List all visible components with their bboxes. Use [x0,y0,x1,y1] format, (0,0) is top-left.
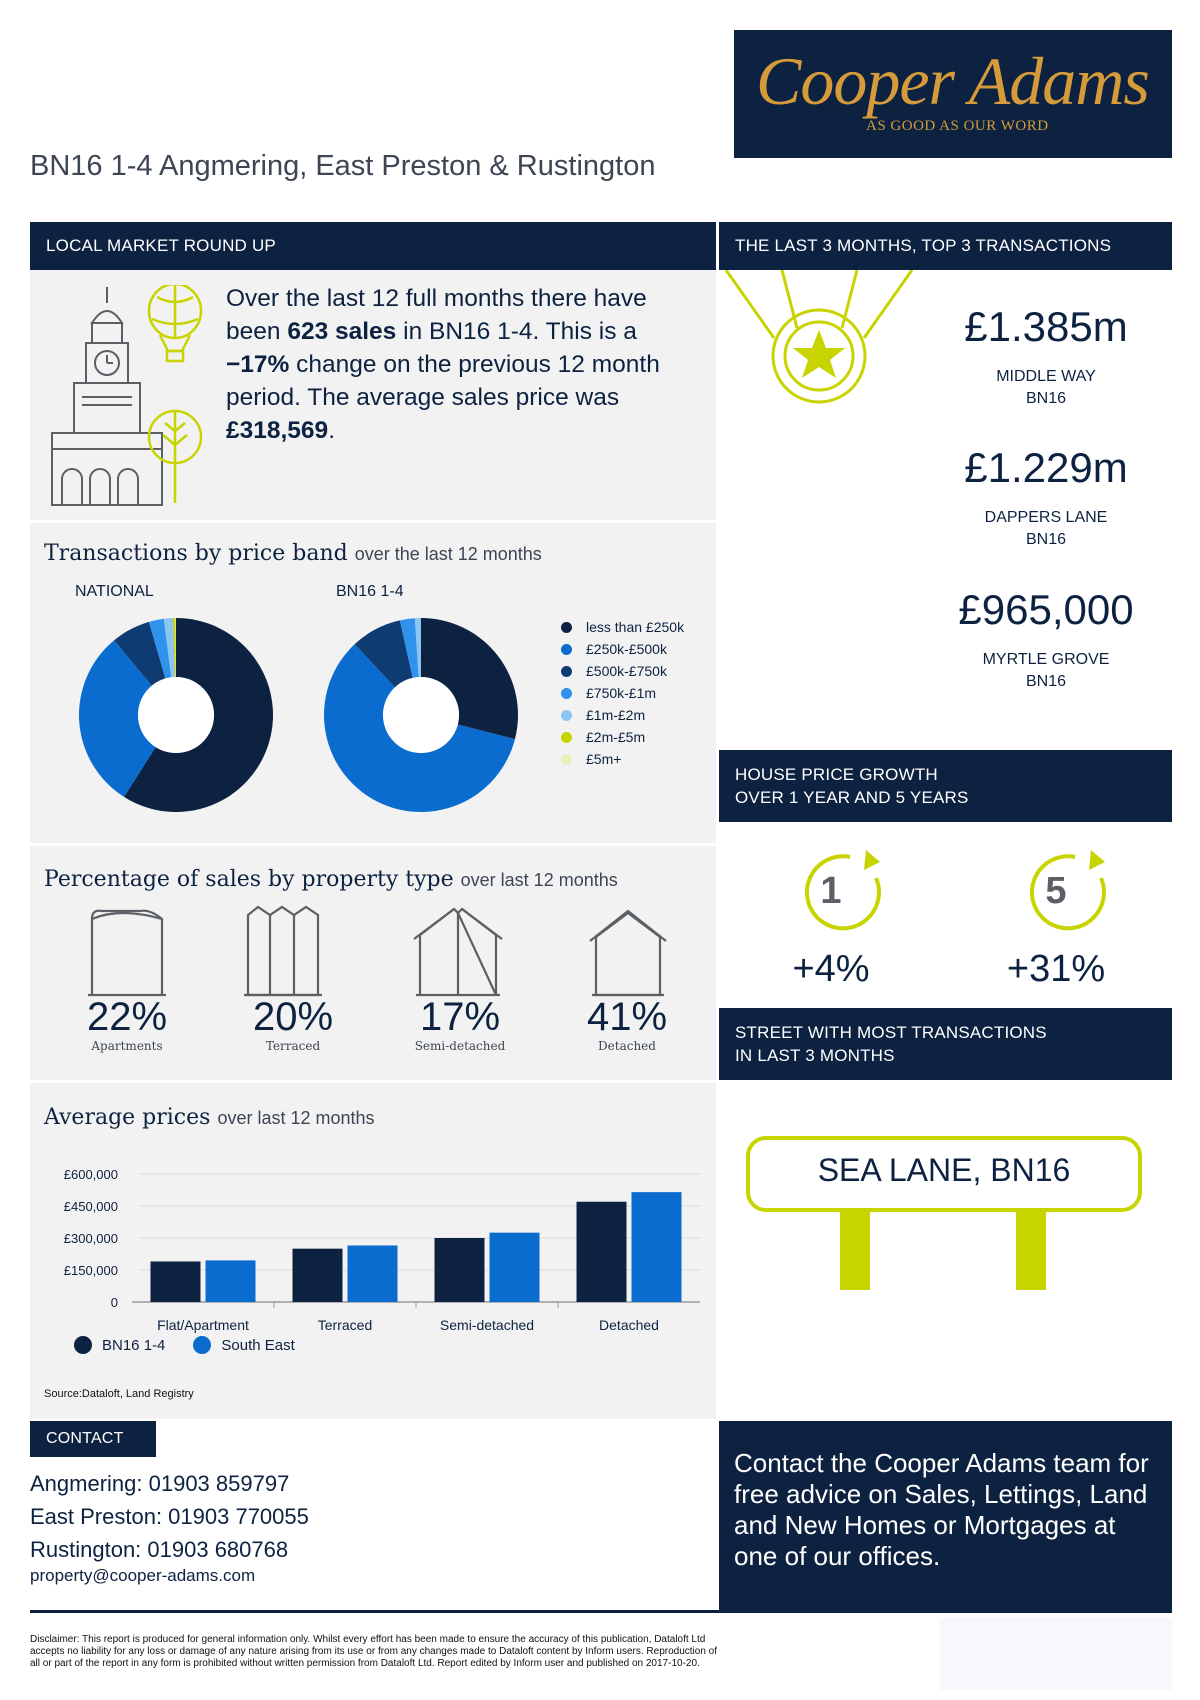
x-tick-label: Detached [599,1317,659,1333]
legend-label: £500k-£750k [586,663,667,679]
bar-legend-item [193,1336,294,1354]
cta-text: Contact the Cooper Adams team for free advice on Sales, Lettings, Land and New Homes or Mortgages at one of our offices. [734,1448,1149,1571]
national-donut-hole [138,677,214,753]
legend-swatch [561,688,572,699]
bar-south-east [632,1192,682,1302]
growth-1yr-badge: 1 [820,870,842,912]
source-note: Source:Dataloft, Land Registry [44,1388,194,1400]
bar-local [151,1261,201,1302]
market-summary-text: Over the last 12 full months there have been 623 sales in BN16 1-4. This is a −17% change on the previous 12 month period. The average sales price was £318,569. [226,285,660,444]
legend-label: £750k-£1m [586,685,657,701]
transaction-2-price: £1.229m [964,444,1128,491]
bar-legend-label: BN16 1-4 [102,1336,166,1354]
legend-label: less than £250k [586,619,685,635]
legend-item [561,616,684,638]
legend-item [561,704,684,726]
bar-south-east [206,1260,256,1302]
brand-logo [734,30,1172,158]
bar-south-east [490,1233,540,1302]
legend-label: £1m-£2m [586,707,646,723]
bar-legend-label: South East [221,1336,295,1354]
growth-header-line2: OVER 1 YEAR AND 5 YEARS [735,788,969,807]
top-transactions-header-label: THE LAST 3 MONTHS, TOP 3 TRANSACTIONS [735,236,1112,255]
local-market-header-label: LOCAL MARKET ROUND UP [46,236,276,255]
bar-local [293,1249,343,1302]
legend-item [561,660,684,682]
transaction-1-price: £1.385m [964,303,1128,350]
y-tick-label: £450,000 [63,1199,118,1214]
detached-house-icon [590,911,666,995]
legend-item [561,726,684,748]
legend-item [561,682,684,704]
contact-email[interactable]: property@cooper-adams.com [30,1566,256,1585]
contact-east-preston: East Preston: 01903 770055 [30,1504,309,1529]
legend-item [561,748,684,770]
disclaimer: Disclaimer: This report is produced for general information only. Whilst every effort has been made to ensure the accuracy of this publication, Dataloft Ltd accepts no liability for any loss or damage of any nature arising from its use or from any changes made to Dataloft content by Inform users. Reproduction of all or part of the report in any form is prohibited without written permission from Dataloft Ltd. Report edited by Inform user and published on 2017-10-20. [30,1634,718,1669]
y-tick-label: 0 [110,1295,118,1310]
terraced-label: Terraced [265,1039,321,1053]
bar-legend-item [74,1336,165,1354]
town-illustration-icon [44,285,214,507]
legend-swatch [561,622,572,633]
apartments-pct: 22% [86,995,168,1039]
page-title: BN16 1-4 Angmering, East Preston & Rustington [30,150,656,182]
footer-blank-panel [940,1618,1172,1690]
growth-1yr-value: +4% [792,948,870,990]
price-band-title: Transactions by price band over the last 12 months [44,541,542,566]
local-label: BN16 1-4 [336,583,404,600]
growth-header [719,750,1172,822]
transaction-3-price: £965,000 [958,586,1134,633]
x-tick-label: Semi-detached [439,1317,535,1333]
bar-local [577,1202,627,1302]
transaction-2-street: DAPPERS LANE BN16 [984,509,1108,548]
street-name: SEA LANE, BN16 [817,1152,1071,1188]
local-donut-chart [321,615,521,815]
bar-legend-swatch [74,1336,92,1354]
property-type-icons [80,905,700,997]
legend-item [561,638,684,660]
sales-count: 623 sales [287,318,397,345]
transaction-3-street: MYRTLE GROVE BN16 [982,651,1110,690]
legend-label: £2m-£5m [586,729,646,745]
legend-swatch [561,754,572,765]
property-type-detached [552,995,702,1053]
legend-swatch [561,666,572,677]
contact-angmering: Angmering: 01903 859797 [30,1471,290,1496]
footer-divider [30,1610,1172,1613]
semi-detached-house-icon [414,909,502,995]
semi-detached-pct: 17% [419,995,501,1039]
average-prices-title: Average prices over last 12 months [44,1105,375,1130]
x-tick-label: Terraced [317,1317,373,1333]
property-type-apartments [52,995,202,1053]
y-tick-label: £150,000 [63,1263,118,1278]
legend-swatch [561,710,572,721]
local-market-header [30,222,716,270]
street-header-line1: STREET WITH MOST TRANSACTIONS [735,1023,1047,1042]
top-transactions-header [719,222,1172,270]
semi-detached-label: Semi-detached [414,1039,506,1053]
average-price: £318,569 [226,417,329,444]
legend-label: £5m+ [586,751,622,767]
terraced-pct: 20% [252,995,334,1039]
national-label: NATIONAL [75,583,154,600]
apartments-label: Apartments [91,1039,163,1053]
sales-change: −17% [226,351,290,378]
property-type-semi-detached [385,995,535,1053]
contact-header [30,1421,156,1457]
bar-legend-swatch [193,1336,211,1354]
contact-rustington: Rustington: 01903 680768 [30,1537,289,1562]
legend-swatch [561,644,572,655]
national-donut-chart [76,615,276,815]
detached-label: Detached [598,1039,656,1053]
bar-local [435,1238,485,1302]
brand-name: Cooper Adams [756,43,1149,119]
legend-swatch [561,732,572,743]
growth-header-line1: HOUSE PRICE GROWTH [735,765,938,784]
detached-pct: 41% [586,995,668,1039]
y-tick-label: £300,000 [63,1231,118,1246]
property-type-title: Percentage of sales by property type over last 12 months [44,867,618,892]
street-header-line2: IN LAST 3 MONTHS [735,1046,895,1065]
bar-south-east [348,1245,398,1302]
growth-5yr-badge: 5 [1045,870,1067,912]
growth-5yr-value: +31% [1006,948,1106,990]
x-tick-label: Flat/Apartment [157,1317,249,1333]
apartment-icon [88,911,166,995]
street-header [719,1008,1172,1080]
local-donut-hole [383,677,459,753]
transaction-1-street: MIDDLE WAY BN16 [996,368,1096,407]
property-type-terraced [218,995,368,1053]
terraced-house-icon [244,907,322,995]
y-tick-label: £600,000 [63,1167,118,1182]
contact-header-label: CONTACT [46,1430,124,1447]
price-band-legend [561,616,684,770]
average-prices-legend [74,1336,295,1354]
brand-tagline: AS GOOD AS OUR WORD [866,118,1049,134]
legend-label: £250k-£500k [586,641,667,657]
